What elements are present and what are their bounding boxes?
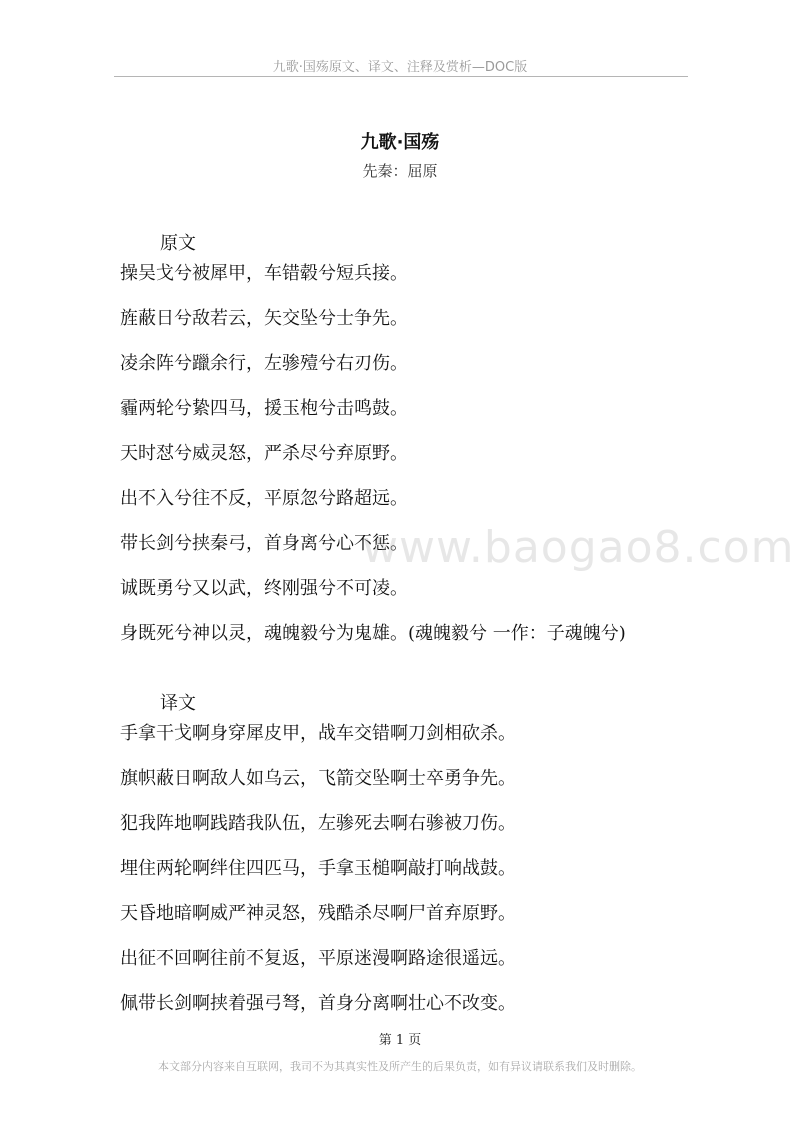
original-line: 霾两轮兮絷四马，援玉枹兮击鸣鼓。 xyxy=(120,398,408,419)
original-line: 操吴戈兮被犀甲，车错毂兮短兵接。 xyxy=(120,263,408,284)
translation-line: 出征不回啊往前不复返，平原迷漫啊路途很遥远。 xyxy=(120,948,516,969)
translation-heading: 译文 xyxy=(160,693,196,714)
original-text-section xyxy=(120,229,700,664)
original-line: 凌余阵兮躐余行，左骖殪兮右刃伤。 xyxy=(120,353,408,374)
translation-section xyxy=(120,689,700,1034)
footer-disclaimer: 本文部分内容来自互联网，我司不为其真实性及所产生的后果负责，如有异议请联系我们及时删除。 xyxy=(158,1060,642,1073)
translation-line: 手拿干戈啊身穿犀皮甲，战车交错啊刀剑相砍杀。 xyxy=(120,723,516,744)
original-line: 带长剑兮挟秦弓，首身离兮心不惩。 xyxy=(120,533,408,554)
translation-line: 天昏地暗啊威严神灵怒，残酷杀尽啊尸首弃原野。 xyxy=(120,903,516,924)
original-line: 天时怼兮威灵怒，严杀尽兮弃原野。 xyxy=(120,443,408,464)
page-number: 第 1 页 xyxy=(378,1033,422,1048)
original-lines xyxy=(120,259,700,664)
translation-line: 旗帜蔽日啊敌人如乌云，飞箭交坠啊士卒勇争先。 xyxy=(120,768,516,789)
translation-lines xyxy=(120,719,700,1034)
page-header: 九歌·国殇原文、译文、注释及赏析—DOC版 xyxy=(272,60,528,75)
original-heading: 原文 xyxy=(160,233,196,254)
original-line: 诚既勇兮又以武，终刚强兮不可凌。 xyxy=(120,578,408,599)
original-line: 出不入兮往不反，平原忽兮路超远。 xyxy=(120,488,408,509)
translation-line: 佩带长剑啊挟着强弓弩，首身分离啊壮心不改变。 xyxy=(120,993,516,1014)
translation-line: 埋住两轮啊绊住四匹马，手拿玉槌啊敲打响战鼓。 xyxy=(120,858,516,879)
document-title: 九歌·国殇 xyxy=(360,132,440,153)
watermark: www.baogao8.com xyxy=(362,522,795,573)
original-line: 旌蔽日兮敌若云，矢交坠兮士争先。 xyxy=(120,308,408,329)
translation-line: 犯我阵地啊践踏我队伍，左骖死去啊右骖被刀伤。 xyxy=(120,813,516,834)
header-divider xyxy=(114,76,688,77)
document-author: 先秦：屈原 xyxy=(362,162,438,180)
original-line: 身既死兮神以灵，魂魄毅兮为鬼雄。(魂魄毅兮 一作：子魂魄兮) xyxy=(120,623,626,644)
